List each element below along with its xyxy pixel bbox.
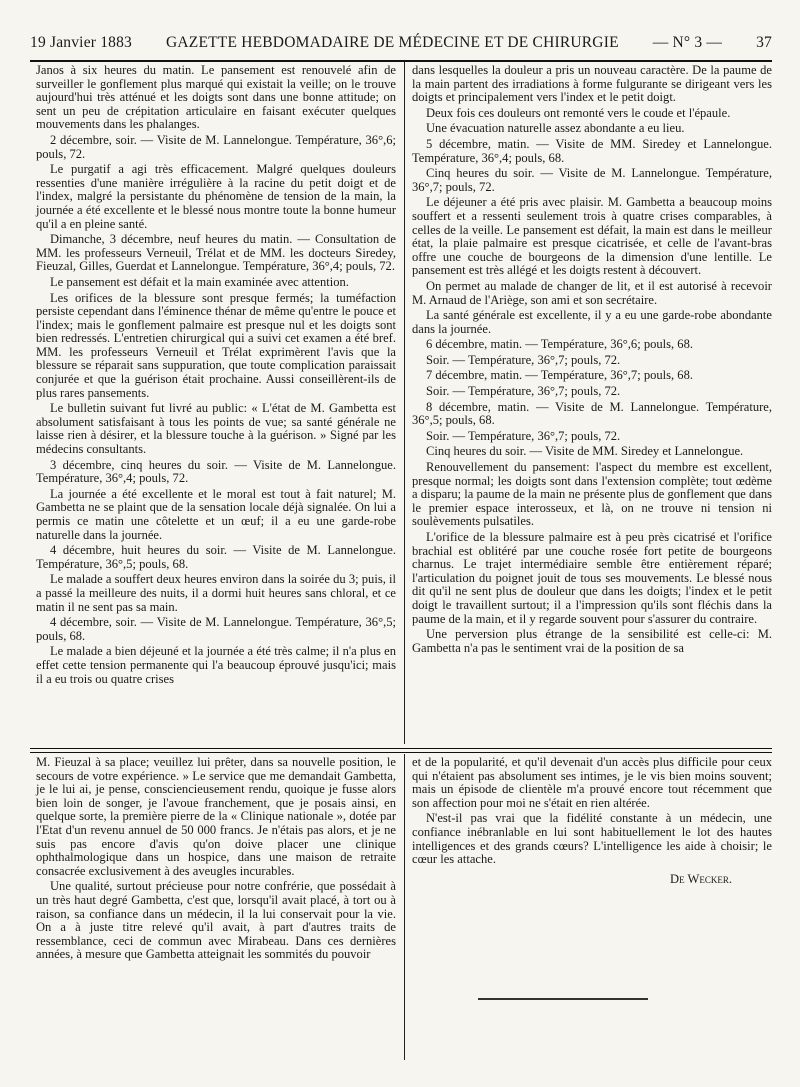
paragraph: et de la popularité, et qu'il devenait d'un accès plus difficile pour ceux qui n'étaient pas absolument ses intimes, je le vis bien moins souvent; mais un épisode de clientèle m'a prouvé encore tout récemment que son affection pour moi ne s'était en rien altérée. xyxy=(412,755,772,810)
paragraph: Le purgatif a agi très efficacement. Malgré quelques douleurs ressenties d'une manière irrégulière à la racine du petit doigt et de l'index, malgré la persistante du phénomène de tension de la main, la journée a été excellente et le blessé nous montre toute la bonne humeur qu'il a en pleine santé. xyxy=(36,162,396,231)
paragraph: 8 décembre, matin. — Visite de M. Lannelongue. Température, 36°,5; pouls, 68. xyxy=(412,399,772,428)
paragraph: Le malade a bien déjeuné et la journée a été très calme; il n'a plus en effet cette tension permanente qui l'a beaucoup éprouvé jusqu'ici; mais il a eu trois ou quatre crises xyxy=(36,644,396,686)
paragraph: Renouvellement du pansement: l'aspect du membre est excellent, presque normal; les doigts sont dans l'extension complète; tout œdème a disparu; la paume de la main ne présente plus de gonflement que dans le premier espace interosseux, et là, on ne trouve ni tension ni soulèvements pulsatiles. xyxy=(412,460,772,529)
paragraph: 3 décembre, cinq heures du soir. — Visite de M. Lannelongue. Température, 36°,4; pouls, 72. xyxy=(36,457,396,486)
paragraph: 2 décembre, soir. — Visite de M. Lannelongue. Température, 36°,6; pouls, 72. xyxy=(36,132,396,161)
paragraph: Janos à six heures du matin. Le pansement est renouvelé afin de surveiller le gonflement plus marqué qui existait la veille; on le trouve aujourd'hui très atténué et les doigts sont dans une bonne attitude; on sent un peu de crépitation articulaire en faisant exécuter quelques mouvements dans les phalanges. xyxy=(36,63,396,132)
end-rule xyxy=(478,998,648,1000)
section-rule xyxy=(30,748,772,749)
paragraph: La santé générale est excellente, il y a eu une garde-robe abondante dans la journée. xyxy=(412,308,772,336)
header-page-number: 37 xyxy=(756,34,772,51)
paragraph: Le pansement est défait et la main examinée avec attention. xyxy=(50,274,349,289)
header-rule xyxy=(30,60,772,62)
page-header xyxy=(30,34,772,58)
paragraph: Soir. — Température, 36°,7; pouls, 72. xyxy=(426,352,621,367)
paragraph: Les orifices de la blessure sont presque fermés; la tuméfaction persiste cependant dans l'éminence thénar de même qu'entre le pouce et l'index; mais le gonflement palmaire est presque nul et les doigts sont bien redressés. L'entretien chirurgical qui a suivi cet examen a été bref. MM. les professeurs Verneuil et Trélat exprimèrent l'avis que la blessure se réparait sans suppuration, que toute complication paraissait conjurée et que la guérison était prochaine. Aussi conseillèrent-ils de plus rares pansements. xyxy=(36,290,396,400)
paragraph: Une évacuation naturelle assez abondante a eu lieu. xyxy=(426,121,685,136)
paragraph: 6 décembre, matin. — Température, 36°,6; pouls, 68. xyxy=(426,337,693,352)
paragraph: 7 décembre, matin. — Température, 36°,7; pouls, 68. xyxy=(426,368,693,383)
column-2 xyxy=(412,64,772,744)
paragraph: dans lesquelles la douleur a pris un nouveau caractère. De la paume de la main partent des irradiations à forme fulgurante se dirigeant vers les doigts et principalement vers l'index et le petit doigt. xyxy=(412,63,772,105)
paragraph: Cinq heures du soir. — Visite de M. Lannelongue. Température, 36°,7; pouls, 72. xyxy=(412,166,772,194)
column-3 xyxy=(36,756,396,1056)
paragraph: Une qualité, surtout précieuse pour notre confrérie, que possédait à un très haut degré Gambetta, c'est que, lorsqu'il avait placé, à tort ou à raison, sa confiance dans un médecin, il la lui conservait pour la vie. On a à juste titre relevé qu'il avait, à part d'autres traits de ressemblance, ceci de commun avec Mirabeau. Dans ces dernières années, à mesure que Gambetta atteignait les sommités du pouvoir xyxy=(36,879,396,962)
paragraph: On permet au malade de changer de lit, et il est autorisé à recevoir M. Arnaud de l'Ariège, son ami et son secrétaire. xyxy=(412,278,772,307)
paragraph: L'orifice de la blessure palmaire est à peu près cicatrisé et l'orifice brachial est oblitéré par une couche rosée fort petite de bourgeons charnus. Le trajet intermédiaire semble être entièrement réparé; l'articulation du poignet jouit de tous ses mouvements. Le blessé nous dit qu'il ne sent plus de douleur que dans les doigts; l'index et le petit doigt le travaillent surtout; il a l'impression qu'ils sont fléchis dans la paume de la main, et il y regarde souvent pour s'assurer du contraire. xyxy=(412,530,772,626)
column-4 xyxy=(412,756,772,976)
header-title: GAZETTE HEBDOMADAIRE DE MÉDECINE ET DE CHIRURGIE xyxy=(166,34,619,51)
paragraph: Le bulletin suivant fut livré au public: « L'état de M. Gambetta est absolument satisfaisant à tous les points de vue; sa santé générale ne laisse rien à désirer, et la blessure touche à la guérison. » Signé par les médecins consultants. xyxy=(36,401,396,457)
paragraph: Une perversion plus étrange de la sensibilité est celle-ci: M. Gambetta n'a pas le sentiment vrai de la position de sa xyxy=(412,627,772,655)
paragraph: 5 décembre, matin. — Visite de MM. Siredey et Lannelongue. Température, 36°,4; pouls, 68. xyxy=(412,136,772,165)
paragraph: Dimanche, 3 décembre, neuf heures du matin. — Consultation de MM. les professeurs Verneuil, Trélat et de MM. les docteurs Siredey, Fieuzal, Gilles, Guerdat et Lannelongue. Température, 36°,4; pouls, 72. xyxy=(36,232,396,274)
column-1 xyxy=(36,64,396,744)
paragraph: Le déjeuner a été pris avec plaisir. M. Gambetta a beaucoup moins souffert et a ressenti seulement trois à quatre crises comparables, à celles de la veille. Le pansement est défait, la main est dans le meilleur état, la plaie palmaire est presque cicatrisée, et celle de l'avant-bras offre une couche de bourgeons de la dimension d'une lentille. Le pansement est très allégé et les doigts restent à découvert. xyxy=(412,195,772,278)
paragraph: N'est-il pas vrai que la fidélité constante à un médecin, une confiance inébranlable en lui sont habituellement le lot des hautes intelligences et des grands cœurs? L'intelligence les aide à choisir; le cœur les attache. xyxy=(412,811,772,867)
header-date: 19 Janvier 1883 xyxy=(30,34,133,51)
paragraph: Soir. — Température, 36°,7; pouls, 72. xyxy=(426,384,621,399)
column-divider-bottom xyxy=(404,754,405,1060)
paragraph: Cinq heures du soir. — Visite de MM. Siredey et Lannelongue. xyxy=(426,444,744,459)
paragraph: Soir. — Température, 36°,7; pouls, 72. xyxy=(426,428,621,443)
paragraph: Deux fois ces douleurs ont remonté vers le coude et l'épaule. xyxy=(426,105,731,120)
paragraph: La journée a été excellente et le moral est tout à fait naturel; M. Gambetta ne se plaint que de la sensation locale déjà signalée. On lui a permis ce matin une côtelette et un œuf; il a eu une garde-robe naturelle dans la journée. xyxy=(36,486,396,542)
author-signature: De Wecker. xyxy=(670,871,732,886)
paragraph: 4 décembre, huit heures du soir. — Visite de M. Lannelongue. Température, 36°,5; pouls, 68. xyxy=(36,543,396,571)
paragraph: Le malade a souffert deux heures environ dans la soirée du 3; puis, il a passé la meilleure des nuits, il a dormi huit heures sans chloral, et ce matin il ne sent pas sa main. xyxy=(36,572,396,614)
paragraph: 4 décembre, soir. — Visite de M. Lannelongue. Température, 36°,5; pouls, 68. xyxy=(36,615,396,643)
paragraph: M. Fieuzal à sa place; veuillez lui prêter, dans sa nouvelle position, le secours de votre expérience. » Le service que me demandait Gambetta, je le lui ai, je pense, consciencieusement rendu, quoique je fusse alors bien loin de songer, je l'avoue franchement, que je posais ainsi, en quelque sorte, la première pierre de la « Clinique nationale », dotée par l'Etat d'un revenu annuel de 50 000 francs. Je n'étais pas alors, et je ne suis pas encore d'avis qu'on doive placer une clinique ophthalmologique dans un hospice, dans une maison de retraite consacrée exclusivement à des aveugles incurables. xyxy=(36,755,396,878)
section-rule-secondary xyxy=(30,752,772,753)
header-issue: — N° 3 — xyxy=(652,34,723,51)
column-divider-top xyxy=(404,62,405,744)
